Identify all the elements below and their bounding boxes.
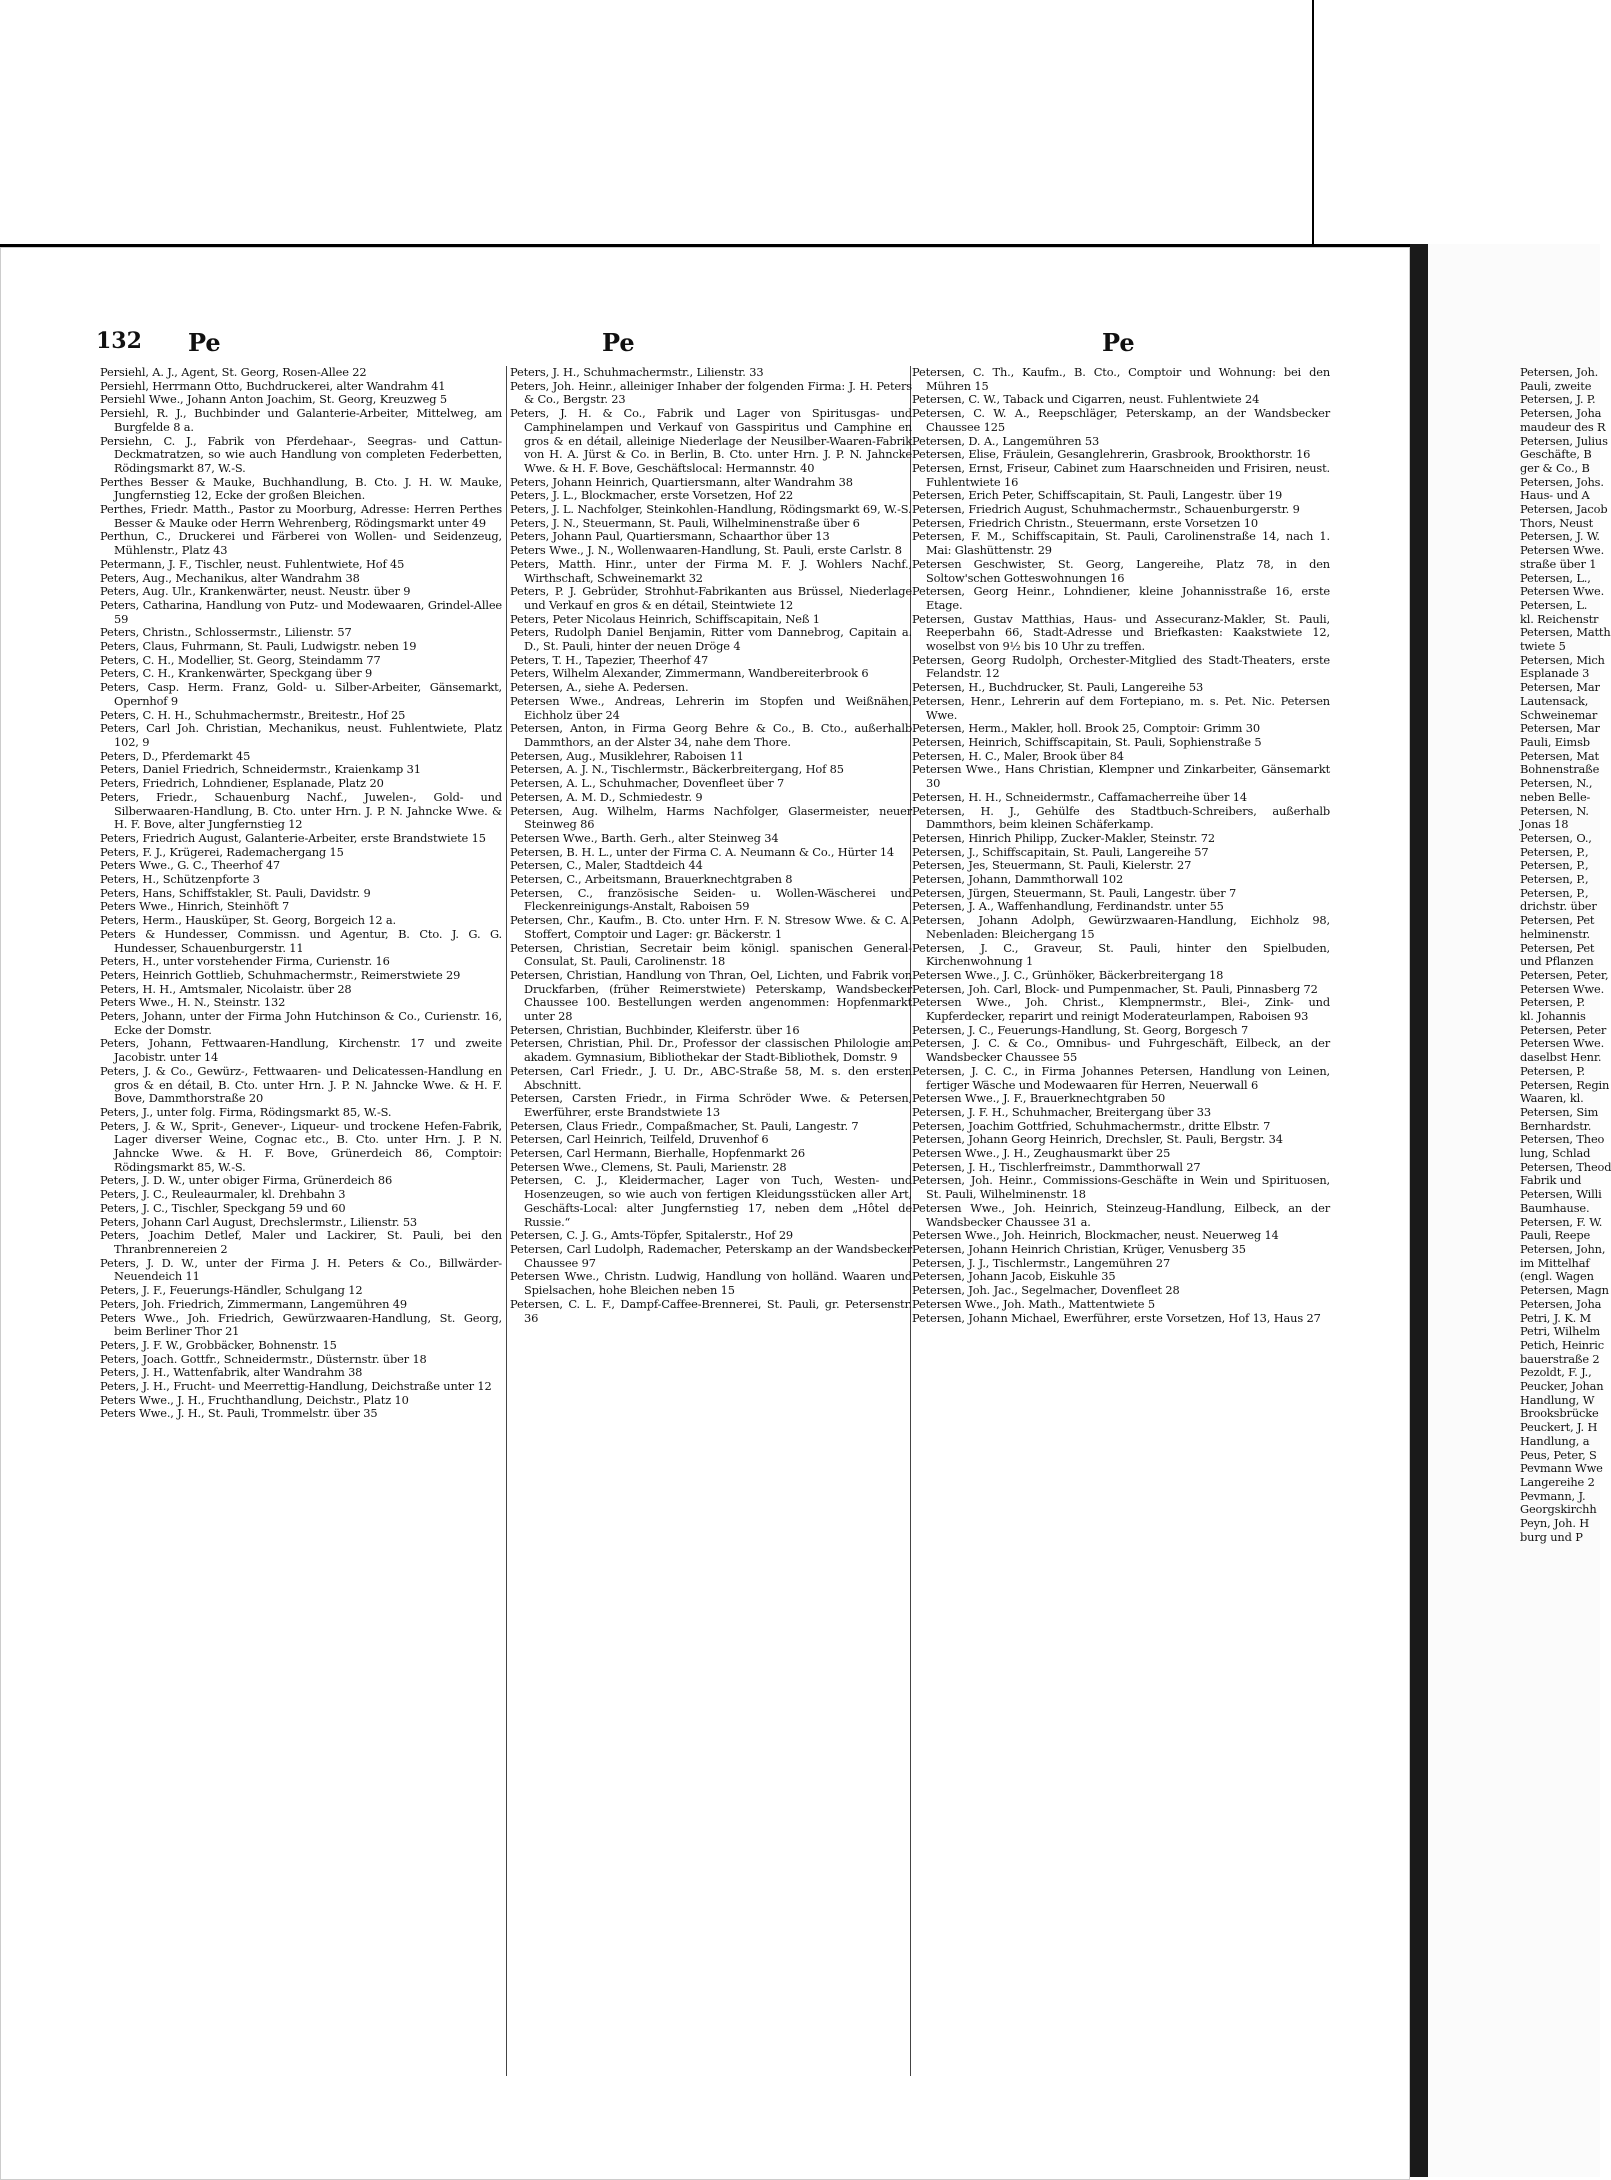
directory-entry: Peters, Peter Nicolaus Heinrich, Schiffscapitain, Neß 1 [510, 611, 820, 626]
page-edge-shadow [1410, 244, 1428, 2177]
directory-entry: Peters, Johann, unter der Firma John Hutchinson & Co., Curienstr. 16, Ecke der Domstr. [100, 1009, 502, 1037]
directory-entry: Perthes Besser & Mauke, Buchhandlung, B. Cto. J. H. W. Mauke, Jungfernstieg 12, Ecke der großen Bleichen. [100, 474, 502, 503]
directory-entry: Petri, Wilhelm [1520, 1324, 1601, 1339]
directory-entry: Peters & Hundesser, Commissn. und Agentur, B. Cto. J. G. G. Hundesser, Schauenburgerstr. 11 [100, 926, 502, 955]
directory-entry: Petersen, Carl Ludolph, Rademacher, Peterskamp an der Wandsbecker Chaussee 97 [510, 1242, 912, 1270]
directory-entry: Thors, Neust [1520, 515, 1593, 530]
directory-entry: Petersen, Johann Michael, Ewerführer, erste Vorsetzen, Hof 13, Haus 27 [912, 1310, 1321, 1325]
directory-entry: Petersen Wwe. [1520, 981, 1605, 996]
directory-entry: Geschäfte, B [1520, 447, 1592, 462]
directory-entry: bauerstraße 2 [1520, 1351, 1600, 1366]
directory-entry: Petersen Wwe. [1520, 584, 1605, 599]
scan-top-margin [0, 0, 1600, 244]
directory-entry: Peters, Heinrich Gottlieb, Schuhmachermstr., Reimerstwiete 29 [100, 967, 461, 982]
directory-entry: daselbst Henr. [1520, 1050, 1602, 1065]
directory-entry: Langereihe 2 [1520, 1474, 1595, 1489]
directory-entry: Petersen, Jacob [1520, 502, 1608, 517]
directory-entry: Peus, Peter, S [1520, 1447, 1597, 1462]
directory-entry: Peters, Carl Joh. Christian, Mechanikus, neust. Fuhlentwiete, Platz 102, 9 [100, 721, 502, 749]
directory-entry: Pezoldt, F. J., [1520, 1365, 1592, 1380]
directory-entry: Peters, Rudolph Daniel Benjamin, Ritter vom Dannebrog, Capitain a. D., St. Pauli, hinter der neuen Dröge 4 [510, 625, 912, 654]
directory-entry: Peters, J. N., Steuermann, St. Pauli, Wilhelminenstraße über 6 [510, 515, 860, 530]
directory-entry: Petersen, Peter, [1520, 967, 1609, 982]
directory-entry: Petersen, J. C., Graveur, St. Pauli, hinter den Spielbuden, Kirchenwohnung 1 [912, 940, 1330, 969]
directory-entry: Petersen, J. J., Tischlermstr., Langemühren 27 [912, 1255, 1171, 1270]
directory-entry: Peters, Johann Carl August, Drechslermstr., Lilienstr. 53 [100, 1214, 418, 1229]
directory-entry: Esplanade 3 [1520, 666, 1590, 681]
directory-entry: Pauli, Eimsb [1520, 734, 1590, 749]
directory-entry: Peters, C. H. H., Schuhmachermstr., Breitestr., Hof 25 [100, 707, 406, 722]
directory-entry: Petersen, A. M. D., Schmiedestr. 9 [510, 789, 703, 804]
directory-entry: kl. Johannis [1520, 1009, 1586, 1024]
directory-entry: Peters, H., Schützenpforte 3 [100, 872, 260, 887]
directory-entry: Petersen, Elise, Fräulein, Gesanglehrerin, Grasbrook, Brookthorstr. 16 [912, 447, 1311, 462]
directory-entry: Petersen, P., [1520, 885, 1589, 900]
directory-entry: Peucker, Johan [1520, 1379, 1604, 1394]
directory-entry: Petersen, Theod [1520, 1159, 1611, 1174]
directory-entry: Petersen, Mat [1520, 748, 1599, 763]
directory-entry: Georgskirchh [1520, 1502, 1597, 1517]
directory-entry: Pevmann, J. [1520, 1488, 1586, 1503]
directory-entry: Peters, J. H. & Co., Fabrik und Lager von Spiritusgas- und Camphinelampen und Verkauf von Gasspiritus und Camphine en gros & en détail, alleinige Niederlage der Neusilber-Waaren-Fabrik von H. A. Jürst & Co. in Berlin, B. Cto. unter Hrn. J. P. N. Jahncke Wwe. & H. F. Bove, Geschäftslocal: Hermannstr. 40 [510, 406, 912, 475]
directory-entry: Peters, J., unter folg. Firma, Rödingsmarkt 85, W.-S. [100, 1104, 392, 1119]
directory-entry: Petersen, H. C., Maler, Brook über 84 [912, 748, 1124, 763]
directory-entry: Petersen, Jürgen, Steuermann, St. Pauli, Langestr. über 7 [912, 885, 1237, 900]
directory-entry: Petersen, D. A., Langemühren 53 [912, 433, 1100, 448]
header-letters-right: Pe [1102, 328, 1135, 357]
directory-entry: Petersen Wwe., J. H., Zeughausmarkt über 25 [912, 1146, 1171, 1161]
directory-entry: Petersen, P., [1520, 858, 1589, 873]
directory-entry: Petersen, Johann Jacob, Eiskuhle 35 [912, 1269, 1116, 1284]
page-number: 132 [96, 328, 142, 354]
directory-entry: neben Belle- [1520, 789, 1591, 804]
directory-entry: Petersen, C. W. A., Reepschläger, Peterskamp, an der Wandsbecker Chaussee 125 [912, 406, 1330, 434]
directory-entry: Petersen, C. Th., Kaufm., B. Cto., Comptoir und Wohnung: bei den Mühren 15 [912, 365, 1330, 393]
directory-entry: Petersen, C., Maler, Stadtdeich 44 [510, 858, 703, 873]
directory-entry: Petersen, Sim [1520, 1104, 1599, 1119]
directory-entry: Peters, Joh. Friedrich, Zimmermann, Langemühren 49 [100, 1296, 407, 1311]
directory-entry: Peters, Aug. Ulr., Krankenwärter, neust. Neustr. über 9 [100, 584, 411, 599]
directory-entry: Peters, J. H., Frucht- und Meerrettig-Handlung, Deichstraße unter 12 [100, 1379, 492, 1394]
directory-entry: Petersen, Pet [1520, 940, 1595, 955]
directory-entry: Petersen, N., [1520, 776, 1593, 791]
directory-entry: Petersen Wwe., J. C., Grünhöker, Bäckerbreitergang 18 [912, 967, 1224, 982]
directory-entry: Peters, J. L., Blockmacher, erste Vorsetzen, Hof 22 [510, 488, 794, 503]
directory-entry: Peters, Aug., Mechanikus, alter Wandrahm 38 [100, 570, 360, 585]
directory-entry: Petersen, Hinrich Philipp, Zucker-Makler, Steinstr. 72 [912, 830, 1216, 845]
directory-entry: Peters, J. H., Wattenfabrik, alter Wandrahm 38 [100, 1365, 363, 1380]
directory-entry: Petersen, A., siehe A. Pedersen. [510, 680, 689, 695]
directory-entry: Peters, J. F., Feuerungs-Händler, Schulgang 12 [100, 1283, 363, 1298]
directory-entry: Perthun, C., Druckerei und Färberei von Wollen- und Seidenzeug, Mühlenstr., Platz 43 [100, 529, 502, 558]
adjacent-page-column [1520, 365, 1611, 1544]
directory-entry: Peters Wwe., Hinrich, Steinhöft 7 [100, 899, 290, 914]
directory-entry: Petersen, Aug., Musiklehrer, Raboisen 11 [510, 748, 744, 763]
directory-entry: Peters, Herm., Hausküper, St. Georg, Borgeich 12 a. [100, 913, 396, 928]
directory-entry: Petersen, C. W., Taback und Cigarren, neust. Fuhlentwiete 24 [912, 392, 1260, 407]
directory-entry: Peters, F. J., Krügerei, Rademachergang 15 [100, 844, 344, 859]
directory-entry: ger & Co., B [1520, 460, 1590, 475]
directory-entry: Peters, Wilhelm Alexander, Zimmermann, Wandbereiterbrook 6 [510, 666, 869, 681]
directory-entry: Petermann, J. F., Tischler, neust. Fuhlentwiete, Hof 45 [100, 556, 405, 571]
directory-entry: Peuckert, J. H [1520, 1420, 1598, 1435]
directory-entry: Petersen, J. W. [1520, 529, 1600, 544]
directory-entry: Peters Wwe., J. H., St. Pauli, Trommelstr. über 35 [100, 1406, 378, 1421]
directory-entry: Peters, Catharina, Handlung von Putz- und Modewaaren, Grindel-Allee 59 [100, 597, 502, 626]
directory-entry: Petersen, P. [1520, 1063, 1585, 1078]
directory-entry: Petersen, C., Arbeitsmann, Brauerknechtgraben 8 [510, 872, 793, 887]
directory-entry: Peters, J. D. W., unter obiger Firma, Grünerdeich 86 [100, 1173, 393, 1188]
directory-entry: Petersen Wwe., Hans Christian, Klempner und Zinkarbeiter, Gänsemarkt 30 [912, 762, 1330, 791]
directory-entry: Petersen, Carsten Friedr., in Firma Schröder Wwe. & Petersen, Ewerführer, erste Brandstwiete 13 [510, 1091, 912, 1119]
directory-entry: Petersen, J. A., Waffenhandlung, Ferdinandstr. unter 55 [912, 899, 1224, 914]
directory-entry: Pauli, zweite [1520, 378, 1592, 393]
header-letters-middle: Pe [602, 328, 635, 357]
directory-entry: Peters Wwe., G. C., Theerhof 47 [100, 858, 281, 873]
directory-entry: Peters, J. H., Schuhmachermstr., Lilienstr. 33 [510, 365, 764, 379]
directory-entry: Bernhardstr. [1520, 1118, 1592, 1133]
directory-entry: Brooksbrücke [1520, 1406, 1599, 1421]
directory-entry: Petersen, J. P. [1520, 392, 1596, 407]
directory-entry: Peters, J. L. Nachfolger, Steinkohlen-Handlung, Rödingsmarkt 69, W.-S. [510, 502, 912, 517]
directory-entry: Petersen, Erich Peter, Schiffscapitain, St. Pauli, Langestr. über 19 [912, 488, 1283, 503]
directory-entry: Peters, J. C., Reuleaurmaler, kl. Drehbahn 3 [100, 1187, 346, 1202]
directory-entry: Petersen, Magn [1520, 1283, 1609, 1298]
directory-entry: Peters, Friedrich August, Galanterie-Arbeiter, erste Brandstwiete 15 [100, 830, 486, 845]
directory-entry: Petersen Wwe., Joh. Math., Mattentwiete 5 [912, 1296, 1155, 1311]
directory-entry: Petersen Wwe. [1520, 1036, 1605, 1051]
directory-entry: Petersen, Gustav Matthias, Haus- und Assecuranz-Makler, St. Pauli, Reeperbahn 66, Stadt-Adresse und Briefkasten: Kaakstwiete 12, woselbst von 9½ bis 10 Uhr zu treffen. [912, 611, 1330, 654]
directory-entry: Peters, C. H., Krankenwärter, Speckgang über 9 [100, 666, 373, 681]
directory-entry: Handlung, a [1520, 1433, 1590, 1448]
directory-entry: Petersen, Friedrich August, Schuhmachermstr., Schauenburgerstr. 9 [912, 502, 1300, 517]
directory-entry: Fabrik und [1520, 1173, 1582, 1188]
directory-entry: Petersen, Friedrich Christn., Steuermann, erste Vorsetzen 10 [912, 515, 1258, 530]
directory-entry: Petersen, J. C., Feuerungs-Handlung, St. Georg, Borgesch 7 [912, 1022, 1249, 1037]
directory-entry: Petersen, Christian, Secretair beim königl. spanischen General-Consulat, St. Pauli, Carolinenstr. 18 [510, 940, 912, 969]
directory-entry: Petersen, Joh. Jac., Segelmacher, Dovenfleet 28 [912, 1283, 1180, 1298]
directory-entry: Petersen, Joh. [1520, 365, 1599, 379]
directory-entry: Petersen, Herm., Makler, holl. Brook 25, Comptoir: Grimm 30 [912, 721, 1260, 736]
directory-entry: Peters, Johann, Fettwaaren-Handlung, Kirchenstr. 17 und zweite Jacobistr. unter 14 [100, 1036, 502, 1065]
directory-entry: Lautensack, [1520, 693, 1589, 708]
directory-entry: drichstr. über [1520, 899, 1597, 914]
directory-entry: Petersen, J. F. H., Schuhmacher, Breitergang über 33 [912, 1104, 1212, 1119]
directory-entry: Peters, Daniel Friedrich, Schneidermstr., Kraienkamp 31 [100, 762, 421, 777]
directory-entry: Peters, T. H., Tapezier, Theerhof 47 [510, 652, 709, 667]
directory-entry: Bohnenstraße [1520, 762, 1600, 777]
directory-entry: Petersen, Theo [1520, 1132, 1605, 1147]
directory-entry: Petersen, Christian, Buchbinder, Kleiferstr. über 16 [510, 1022, 800, 1037]
directory-entry: Petersen, Anton, in Firma Georg Behre & Co., B. Cto., außerhalb Dammthors, an der Alster 34, nahe dem Thore. [510, 721, 912, 749]
directory-entry: Petersen Wwe. [1520, 543, 1605, 558]
directory-entry: Petersen, N. [1520, 803, 1589, 818]
directory-entry: Petersen, C. J. G., Amts-Töpfer, Spitalerstr., Hof 29 [510, 1228, 794, 1243]
directory-entry: Petersen, Joh. Heinr., Commissions-Geschäfte in Wein und Spirituosen, St. Pauli, Wilhelminenstr. 18 [912, 1173, 1330, 1202]
directory-entry: Peters, D., Pferdemarkt 45 [100, 748, 251, 763]
directory-entry: Petersen, Joha [1520, 1296, 1602, 1311]
directory-entry: Persiehl, A. J., Agent, St. Georg, Rosen-Allee 22 [100, 365, 367, 379]
directory-entry: Petersen, L. [1520, 597, 1588, 612]
directory-entry: Petersen, B. H. L., unter der Firma C. A. Neumann & Co., Hürter 14 [510, 844, 895, 859]
directory-entry: Petersen, Joachim Gottfried, Schuhmachermstr., dritte Elbstr. 7 [912, 1118, 1271, 1133]
directory-entry: Petersen, Peter [1520, 1022, 1607, 1037]
directory-entry: Schweinemar [1520, 707, 1598, 722]
directory-entry: Persiehn, C. J., Fabrik von Pferdehaar-, Seegras- und Cattun-Deckmatratzen, so wie auch Handlung von completen Federbetten, Rödingsmarkt 87, W.-S. [100, 433, 502, 475]
directory-entry: Petersen, Carl Heinrich, Teilfeld, Druvenhof 6 [510, 1132, 769, 1147]
directory-entry: Petersen, A. L., Schuhmacher, Dovenfleet über 7 [510, 776, 785, 791]
directory-entry: Petersen, Joh. Carl, Block- und Pumpenmacher, St. Pauli, Pinnasberg 72 [912, 981, 1318, 996]
directory-entry: Petersen, Matth [1520, 625, 1611, 640]
directory-entry: Petersen, Pet [1520, 913, 1595, 928]
directory-entry: helminenstr. [1520, 926, 1591, 941]
directory-entry: Peters, Johann Heinrich, Quartiersmann, alter Wandrahm 38 [510, 474, 853, 489]
directory-entry: Petersen, H. J., Gehülfe des Stadtbuch-Schreibers, außerhalb Dammthors, beim kleinen Schäferkamp. [912, 803, 1330, 832]
directory-entry: Petersen Wwe., Andreas, Lehrerin im Stopfen und Weißnähen, Eichholz über 24 [510, 693, 912, 722]
directory-entry: Petersen, Henr., Lehrerin auf dem Fortepiano, m. s. Pet. Nic. Petersen Wwe. [912, 693, 1330, 722]
directory-entry: Petersen, H., Buchdrucker, St. Pauli, Langereihe 53 [912, 680, 1204, 695]
directory-entry: Peters, Joh. Heinr., alleiniger Inhaber der folgenden Firma: J. H. Peters & Co., Bergstr. 23 [510, 378, 912, 407]
directory-entry: Peters Wwe., Joh. Friedrich, Gewürzwaaren-Handlung, St. Georg, beim Berliner Thor 21 [100, 1310, 502, 1339]
directory-entry: Petersen Wwe., Christn. Ludwig, Handlung von holländ. Waaren und Spielsachen, hohe Bleichen neben 15 [510, 1269, 912, 1298]
directory-entry: Peyn, Joh. H [1520, 1516, 1590, 1531]
directory-entry: Petersen, Joha [1520, 406, 1602, 421]
directory-entry: Peters, Joach. Gottfr., Schneidermstr., Düsternstr. über 18 [100, 1351, 427, 1366]
directory-entry: Petersen, O., [1520, 830, 1592, 845]
directory-entry: Petersen, Julius [1520, 433, 1608, 448]
directory-entry: im Mittelhaf [1520, 1255, 1590, 1270]
directory-entry: Petersen, P. [1520, 995, 1585, 1010]
directory-entry: Perthes, Friedr. Matth., Pastor zu Moorburg, Adresse: Herren Perthes Besser & Mauke oder Herrn Wehrenberg, Rödingsmarkt unter 49 [100, 502, 502, 530]
directory-entry: Petersen, Johann Georg Heinrich, Drechsler, St. Pauli, Bergstr. 34 [912, 1132, 1283, 1147]
column-divider [506, 366, 507, 2076]
directory-entry: Petersen, H. H., Schneidermstr., Caffamacherreihe über 14 [912, 789, 1247, 804]
directory-entry: Petersen Wwe., Clemens, St. Pauli, Marienstr. 28 [510, 1159, 787, 1174]
directory-entry: Peters Wwe., H. N., Steinstr. 132 [100, 995, 286, 1010]
directory-entry: Peters Wwe., J. H., Fruchthandlung, Deichstr., Platz 10 [100, 1392, 409, 1407]
header-letters-left: Pe [188, 328, 221, 357]
directory-entry: Petersen, Johann Adolph, Gewürzwaaren-Handlung, Eichholz 98, Nebenladen: Bleichergang 15 [912, 913, 1330, 941]
directory-entry: Waaren, kl. [1520, 1091, 1584, 1106]
directory-entry: Peters, C. H., Modellier, St. Georg, Steindamm 77 [100, 652, 381, 667]
directory-entry: Peters Wwe., J. N., Wollenwaaren-Handlung, St. Pauli, erste Carlstr. 8 [510, 543, 902, 558]
directory-entry: Petersen, Johann Heinrich Christian, Krüger, Venusberg 35 [912, 1242, 1246, 1256]
directory-entry: Petersen, Georg Rudolph, Orchester-Mitglied des Stadt-Theaters, erste Felandstr. 12 [912, 652, 1330, 681]
directory-entry: Peters, Friedrich, Lohndiener, Esplanade, Platz 20 [100, 776, 384, 791]
directory-column-2 [510, 366, 912, 1325]
directory-entry: Petersen, Regin [1520, 1077, 1610, 1092]
directory-entry: Petersen, F. W. [1520, 1214, 1603, 1229]
directory-entry: Persiehl Wwe., Johann Anton Joachim, St. Georg, Kreuzweg 5 [100, 392, 447, 407]
directory-entry: Peters, J. & W., Sprit-, Genever-, Liqueur- und trockene Hefen-Fabrik, Lager diverser Weine, Cognac etc., B. Cto. unter Hrn. J. P. N. Jahncke Wwe. & H. F. Bove, Grünerdeich 86, Comptoir: Rödingsmarkt 85, W.-S. [100, 1118, 502, 1174]
directory-entry: Jonas 18 [1520, 817, 1569, 832]
directory-entry: Petersen, John, [1520, 1242, 1606, 1256]
directory-entry: Petersen, Christian, Phil. Dr., Professor der classischen Philologie am akadem. Gymnasium, Bibliothekar der Stadt-Bibliothek, Domstr. 9 [510, 1036, 912, 1065]
directory-entry: Petersen Wwe., J. F., Brauerknechtgraben 50 [912, 1091, 1166, 1106]
directory-column-3 [912, 366, 1330, 1325]
page-header [96, 328, 1346, 364]
directory-entry: kl. Reichenstr [1520, 611, 1599, 626]
directory-entry: Peters, Friedr., Schauenburg Nachf., Juwelen-, Gold- und Silberwaaren-Handlung, B. Cto. unter Hrn. J. P. N. Jahncke Wwe. & H. F. Bove, alter Jungfernstieg 12 [100, 789, 502, 832]
directory-entry: Petersen Wwe., Joh. Christ., Klempnermstr., Blei-, Zink- und Kupferdecker, reparirt und reinigt Moderateurlampen, Raboisen 93 [912, 995, 1330, 1024]
directory-entry: Petersen, Carl Hermann, Bierhalle, Hopfenmarkt 26 [510, 1146, 805, 1161]
directory-entry: Pevmann Wwe [1520, 1461, 1603, 1476]
directory-entry: Peters, J. F. W., Grobbäcker, Bohnenstr. 15 [100, 1337, 337, 1352]
directory-entry: Petersen Wwe., Barth. Gerh., alter Steinweg 34 [510, 830, 779, 845]
directory-entry: Peters, Christn., Schlossermstr., Lilienstr. 57 [100, 625, 352, 640]
directory-entry: Peters, H. H., Amtsmaler, Nicolaistr. über 28 [100, 981, 352, 996]
directory-entry: Petersen, Jes, Steuermann, St. Pauli, Kielerstr. 27 [912, 858, 1192, 873]
directory-entry: Petersen, Johann, Dammthorwall 102 [912, 872, 1124, 887]
directory-entry: Pauli, Reepe [1520, 1228, 1591, 1243]
directory-entry: und Pflanzen [1520, 954, 1594, 969]
directory-entry: Petersen, Christian, Handlung von Thran, Oel, Lichten, und Fabrik von Druckfarben, (früher Reimerstwiete) Peterskamp, Wandsbecker Chaussee 100. Bestellungen werden angenommen: Hopfenmarkt unter 28 [510, 967, 912, 1024]
scan-gutter-line [1312, 0, 1314, 244]
directory-entry: Petersen, P., [1520, 872, 1589, 887]
directory-entry: Peters, Hans, Schiffstakler, St. Pauli, Davidstr. 9 [100, 885, 371, 900]
directory-entry: Petersen Wwe., Joh. Heinrich, Blockmacher, neust. Neuerweg 14 [912, 1228, 1279, 1243]
directory-entry: Petersen Wwe., Joh. Heinrich, Steinzeug-Handlung, Eilbeck, an der Wandsbecker Chaussee 31 a. [912, 1200, 1330, 1229]
directory-entry: Peters, Joachim Detlef, Maler und Lackirer, St. Pauli, bei den Thranbrennereien 2 [100, 1228, 502, 1256]
directory-entry: Petersen, Willi [1520, 1187, 1602, 1202]
directory-entry: lung, Schlad [1520, 1146, 1591, 1161]
directory-entry: Peters, P. J. Gebrüder, Strohhut-Fabrikanten aus Brüssel, Niederlage und Verkauf en gros & en détail, Steintwiete 12 [510, 584, 912, 612]
directory-entry: Handlung, W [1520, 1392, 1595, 1407]
directory-entry: straße über 1 [1520, 556, 1597, 571]
directory-entry: Petersen, P., [1520, 844, 1589, 859]
directory-entry: Petersen, Mar [1520, 721, 1600, 736]
directory-entry: Petersen, Johs. [1520, 474, 1604, 489]
directory-entry: Peters, Johann Paul, Quartiersmann, Schaarthor über 13 [510, 529, 830, 544]
directory-entry: Haus- und A [1520, 488, 1590, 503]
directory-entry: Petersen, C., französische Seiden- u. Wollen-Wäscherei und Fleckenreinigungs-Anstalt, Raboisen 59 [510, 885, 912, 914]
directory-entry: Peters, Matth. Hinr., unter der Firma M. F. J. Wohlers Nachf., Wirthschaft, Schweinemarkt 32 [510, 556, 912, 585]
directory-entry: Petersen, Chr., Kaufm., B. Cto. unter Hrn. F. N. Stresow Wwe. & C. A. Stoffert, Comptoir und Lager: gr. Bäckerstr. 1 [510, 913, 912, 941]
directory-entry: Petersen Geschwister, St. Georg, Langereihe, Platz 78, in den Soltow'schen Gotteswohnungen 16 [912, 556, 1330, 585]
directory-entry: Petersen, Ernst, Friseur, Cabinet zum Haarschneiden und Frisiren, neust. Fuhlentwiete 16 [912, 460, 1330, 489]
directory-entry: Persiehl, R. J., Buchbinder und Galanterie-Arbeiter, Mittelweg, am Burgfelde 8 a. [100, 406, 502, 434]
directory-entry: Petri, J. K. M [1520, 1310, 1592, 1325]
directory-entry: Petersen, C. J., Kleidermacher, Lager von Tuch, Westen- und Hosenzeugen, so wie auch von fertigen Kleidungsstücken aller Art, Geschäfts-Local: alter Jungfernstieg 17, neben dem „Hôtel de Russie.“ [510, 1173, 912, 1229]
directory-entry: Petersen, Mar [1520, 680, 1600, 695]
directory-entry: Petersen, C. L. F., Dampf-Caffee-Brennerei, St. Pauli, gr. Petersenstr. 36 [510, 1296, 912, 1325]
directory-entry: (engl. Wagen [1520, 1269, 1594, 1284]
directory-entry: Persiehl, Herrmann Otto, Buchdruckerei, alter Wandrahm 41 [100, 378, 446, 393]
directory-entry: Petersen, F. M., Schiffscapitain, St. Pauli, Carolinenstraße 14, nach 1. Mai: Glashüttenstr. 29 [912, 529, 1330, 558]
directory-entry: Petersen, L., [1520, 570, 1591, 585]
directory-entry: Petersen, J., Schiffscapitain, St. Pauli, Langereihe 57 [912, 844, 1209, 859]
directory-entry: burg und P [1520, 1529, 1583, 1544]
directory-entry: Petersen, J. C. & Co., Omnibus- und Fuhrgeschäft, Eilbeck, an der Wandsbecker Chaussee 55 [912, 1036, 1330, 1065]
directory-entry: Petersen, Claus Friedr., Compaßmacher, St. Pauli, Langestr. 7 [510, 1118, 859, 1133]
directory-entry: Peters, Claus, Fuhrmann, St. Pauli, Ludwigstr. neben 19 [100, 639, 417, 654]
directory-entry: Peters, J. C., Tischler, Speckgang 59 und 60 [100, 1200, 346, 1215]
directory-entry: Petersen, Heinrich, Schiffscapitain, St. Pauli, Sophienstraße 5 [912, 734, 1262, 749]
directory-entry: Petersen, J. C. C., in Firma Johannes Petersen, Handlung von Leinen, fertiger Wäsche und Modewaaren für Herren, Neuerwall 6 [912, 1063, 1330, 1092]
directory-entry: Peters, Casp. Herm. Franz, Gold- u. Silber-Arbeiter, Gänsemarkt, Opernhof 9 [100, 680, 502, 708]
directory-entry: Peters, J. & Co., Gewürz-, Fettwaaren- und Delicatessen-Handlung en gros & en détail, B. Cto. unter Hrn. J. P. N. Jahncke Wwe. & H. F. Bove, Dammthorstraße 20 [100, 1063, 502, 1106]
directory-entry: Petersen, A. J. N., Tischlermstr., Bäckerbreitergang, Hof 85 [510, 762, 844, 777]
directory-column-1 [100, 366, 502, 1421]
directory-entry: Peters, J. D. W., unter der Firma J. H. Peters & Co., Billwärder-Neuendeich 11 [100, 1255, 502, 1284]
directory-entry: maudeur des R [1520, 419, 1606, 434]
directory-entry: Peters, H., unter vorstehender Firma, Curienstr. 16 [100, 954, 390, 969]
directory-entry: Petersen, J. H., Tischlerfreimstr., Dammthorwall 27 [912, 1159, 1201, 1174]
directory-entry: twiete 5 [1520, 639, 1566, 654]
directory-entry: Petich, Heinric [1520, 1337, 1604, 1352]
directory-entry: Petersen, Mich [1520, 652, 1605, 667]
directory-entry: Petersen, Aug. Wilhelm, Harms Nachfolger, Glasermeister, neuer Steinweg 86 [510, 803, 912, 832]
directory-entry: Baumhause. [1520, 1200, 1590, 1215]
directory-entry: Petersen, Carl Friedr., J. U. Dr., ABC-Straße 58, M. s. den ersten Abschnitt. [510, 1063, 912, 1092]
directory-entry: Petersen, Georg Heinr., Lohndiener, kleine Johannisstraße 16, erste Etage. [912, 584, 1330, 612]
